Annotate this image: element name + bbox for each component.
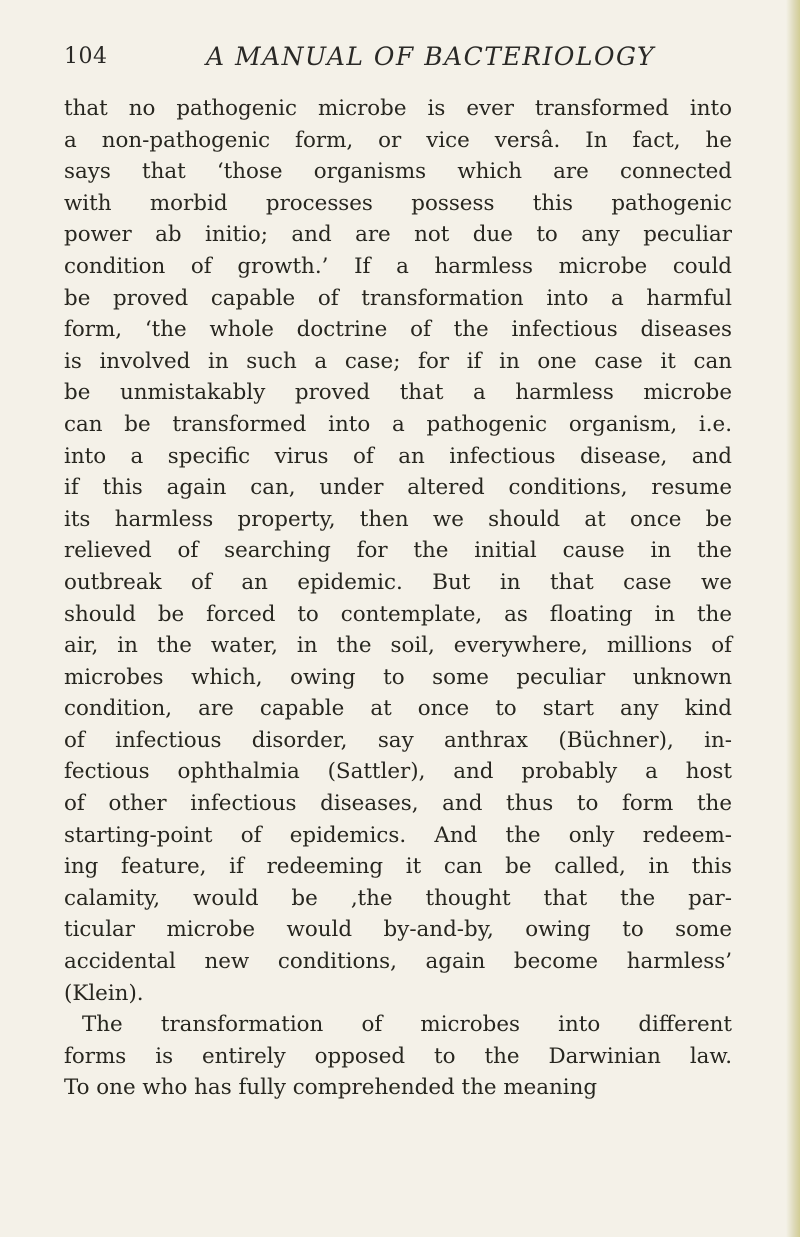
- text-line: outbreak of an epidemic. But in that case we: [64, 569, 732, 595]
- text-line: that no pathogenic microbe is ever transformed into: [64, 96, 732, 121]
- text-line: be unmistakably proved that a harmless microbe: [64, 380, 732, 406]
- text-line: accidental new conditions, again become harmless’: [64, 949, 732, 975]
- text-line: should be forced to contemplate, as floating in the: [64, 601, 732, 627]
- body-text: [64, 93, 732, 1104]
- text-line: can be transformed into a pathogenic organism, i.e.: [64, 411, 732, 437]
- text-line: into a specific virus of an infectious disease, and: [64, 443, 732, 469]
- text-line: The transformation of microbes into different: [82, 1012, 732, 1038]
- text-line: microbes which, owing to some peculiar unknown: [64, 664, 732, 690]
- text-line: a non-pathogenic form, or vice versâ. In fact, he: [64, 127, 732, 153]
- running-head: [64, 42, 704, 76]
- text-line: of other infectious diseases, and thus to form the: [64, 791, 732, 817]
- text-line: relieved of searching for the initial cause in the: [64, 538, 732, 564]
- text-line: power ab initio; and are not due to any peculiar: [64, 222, 732, 248]
- text-line: forms is entirely opposed to the Darwinian law.: [64, 1043, 732, 1069]
- text-line: ing feature, if redeeming it can be called, in this: [64, 854, 732, 880]
- text-line: fectious ophthalmia (Sattler), and probably a host: [64, 759, 732, 785]
- text-line: is involved in such a case; for if in one case it can: [64, 348, 732, 374]
- page-number: 104: [64, 44, 108, 69]
- text-line: form, ‘the whole doctrine of the infectious diseases: [64, 317, 732, 343]
- text-line: its harmless property, then we should at once be: [64, 506, 732, 532]
- text-line: says that ‘those organisms which are connected: [64, 159, 732, 185]
- text-line: condition, are capable at once to start any kind: [64, 696, 732, 722]
- text-line: air, in the water, in the soil, everywhere, millions of: [64, 633, 732, 659]
- page-edge-shadow: [786, 0, 800, 1237]
- text-line: be proved capable of transformation into a harmful: [64, 285, 732, 311]
- text-line: if this again can, under altered conditions, resume: [64, 475, 732, 501]
- text-line: condition of growth.’ If a harmless microbe could: [64, 253, 732, 279]
- text-line: with morbid processes possess this pathogenic: [64, 190, 732, 216]
- text-line: To one who has fully comprehended the meaning: [64, 1075, 598, 1101]
- text-line: (Klein).: [64, 980, 144, 1006]
- text-line: calamity, would be ‚the thought that the par-: [64, 885, 732, 911]
- book-title: A MANUAL OF BACTERIOLOGY: [206, 42, 656, 71]
- text-line: of infectious disorder, say anthrax (Büchner), in-: [64, 727, 732, 753]
- text-line: ticular microbe would by-and-by, owing to some: [64, 917, 732, 943]
- text-line: starting-point of epidemics. And the only redeem-: [64, 822, 732, 848]
